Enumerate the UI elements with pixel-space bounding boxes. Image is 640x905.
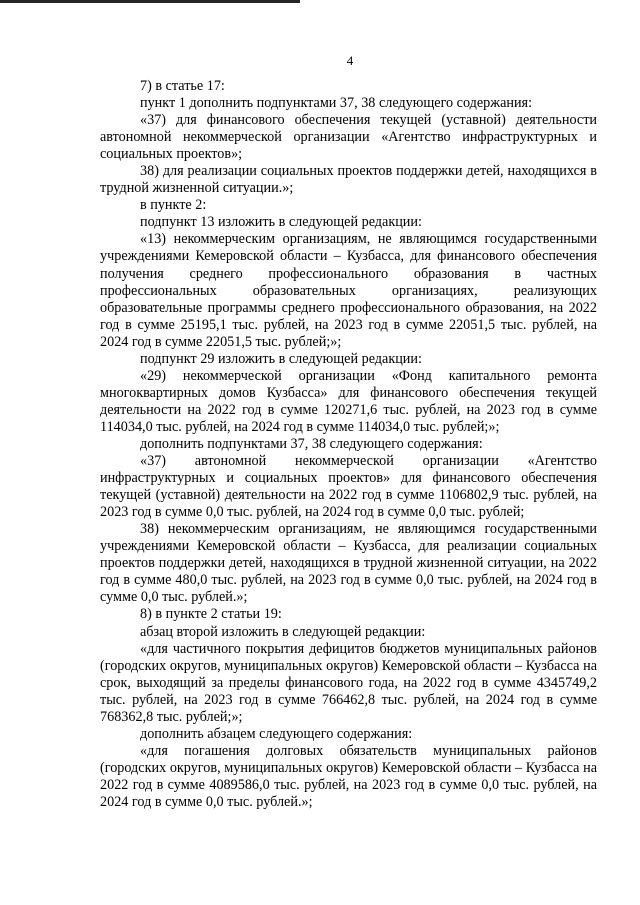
paragraph-point-2-heading: в пункте 2:	[140, 197, 207, 214]
paragraph-deficit-coverage-text: «для частичного покрытия дефицитов бюджетов муниципальных районов (городских округов, муниципальных округов) Кемеровской области – Кузбасса на срок, выходящий за пределы финансового года, на 2022 год в сумме 4345749,2 тыс. рублей, на 2023 год в сумме 766462,8 тыс. рублей, на 2024 год в сумме 768362,8 тыс. рублей;»;	[100, 640, 597, 725]
paragraph-second-abzac-intro: абзац второй изложить в следующей редакции:	[140, 623, 426, 640]
paragraph-add-abzac-intro: дополнить абзацем следующего содержания:	[140, 725, 413, 742]
paragraph-subpoint-13-intro: подпункт 13 изложить в следующей редакции:	[140, 214, 422, 231]
paragraph-article-19-heading: 8) в пункте 2 статьи 19:	[140, 606, 282, 623]
document-body	[100, 78, 597, 811]
paragraph-point-1-add: пункт 1 дополнить подпунктами 37, 38 следующего содержания:	[140, 95, 533, 112]
paragraph-subpoint-38-text: 38) некоммерческим организациям, не являющимся государственными учреждениями Кемеровской области – Кузбасса, для реализации социальных проектов поддержки детей, находящихся в трудной жизненной ситуации, на 2022 год в сумме 480,0 тыс. рублей, на 2023 год в сумме 0,0 тыс. рублей, на 2024 год в сумме 0,0 тыс. рублей.»;	[100, 521, 597, 606]
page-number: 4	[346, 53, 354, 68]
paragraph-subpoint-37-agency: «37) для финансового обеспечения текущей (уставной) деятельности автономной некоммерческой организации «Агентство инфраструктурных и социальных проектов»;	[100, 112, 597, 163]
paragraph-subpoint-13-text: «13) некоммерческим организациям, не являющимся государственными учреждениями Кемеровской области – Кузбасса, для финансового обеспечения получения среднего профессионального образования в частных профессиональных образовательных организациях, реализующих образовательные программы среднего профессионального образования, на 2022 год в сумме 25195,1 тыс. рублей, на 2023 год в сумме 22051,5 тыс. рублей, на 2024 год в сумме 22051,5 тыс. рублей;»;	[100, 231, 597, 350]
paragraph-subpoint-38-projects: 38) для реализации социальных проектов поддержки детей, находящихся в трудной жизненной ситуации.»;	[100, 163, 597, 197]
paragraph-subpoint-29-text: «29) некоммерческой организации «Фонд капитального ремонта многоквартирных домов Кузбасса» для финансового обеспечения текущей деятельности на 2022 год в сумме 120271,6 тыс. рублей, на 2023 год в сумме 114034,0 тыс. рублей, на 2024 год в сумме 114034,0 тыс. рублей;»;	[100, 367, 597, 435]
paragraph-add-37-38-intro: дополнить подпунктами 37, 38 следующего содержания:	[140, 435, 483, 452]
paragraph-subpoint-29-intro: подпункт 29 изложить в следующей редакции:	[140, 350, 422, 367]
paragraph-subpoint-37-text: «37) автономной некоммерческой организации «Агентство инфраструктурных и социальных проектов» для финансового обеспечения текущей (уставной) деятельности на 2022 год в сумме 1106802,9 тыс. рублей, на 2023 год в сумме 0,0 тыс. рублей, на 2024 год в сумме 0,0 тыс. рублей;	[100, 453, 597, 521]
paragraph-debt-repayment-text: «для погашения долговых обязательств муниципальных районов (городских округов, муниципальных округов) Кемеровской области – Кузбасса на 2022 год в сумме 4089586,0 тыс. рублей, на 2023 год в сумме 0,0 тыс. рублей, на 2024 год в сумме 0,0 тыс. рублей.»;	[100, 742, 597, 810]
scan-edge-line	[0, 0, 300, 3]
paragraph-article-17-heading: 7) в статье 17:	[140, 78, 225, 94]
